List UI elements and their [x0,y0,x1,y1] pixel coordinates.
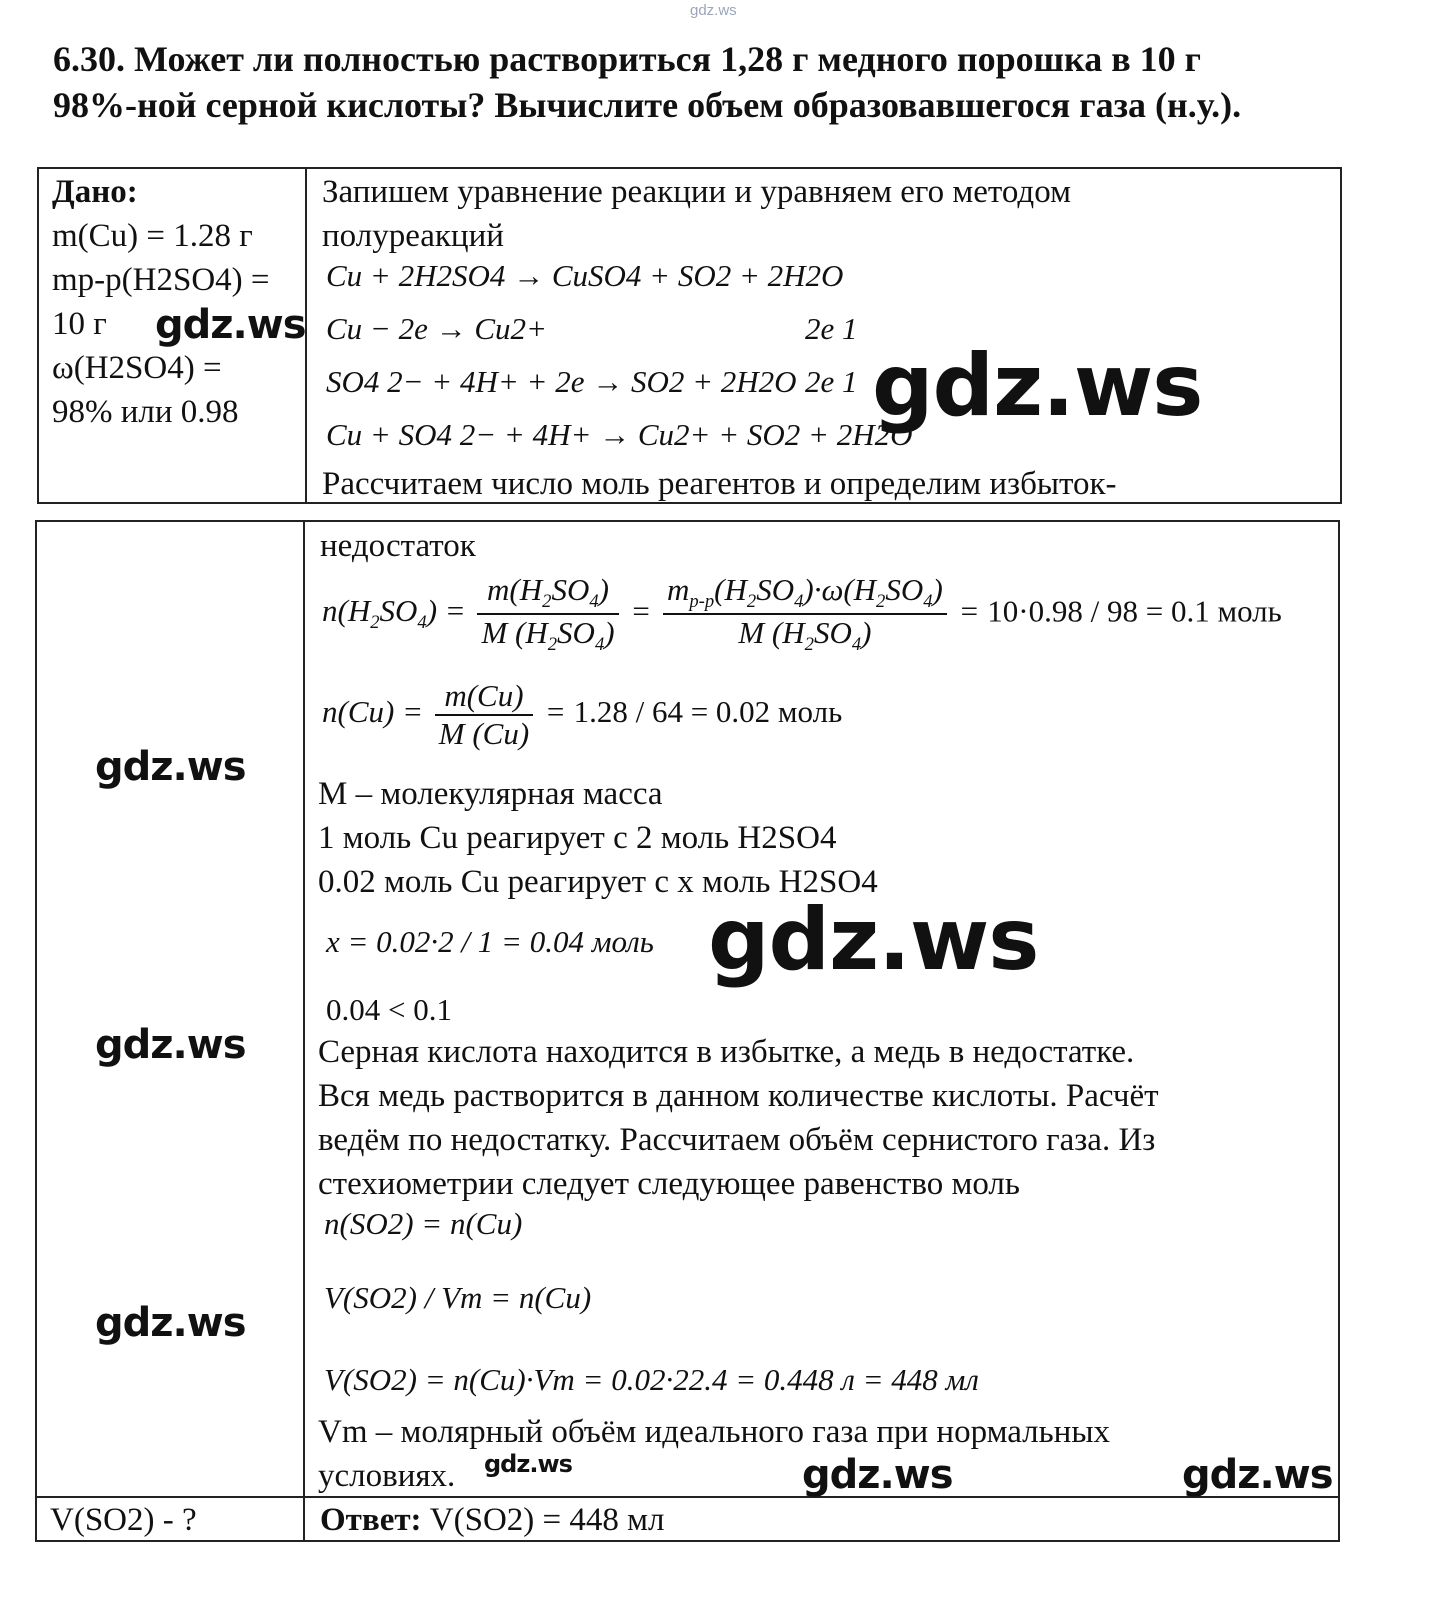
n-cu-formula: n(Cu) = $\frac{m(Cu)}{M (Cu)}$ = 1.28 / 64 = 0.02 моль [322,678,843,751]
n-cu-result: 1.28 / 64 = 0.02 моль [573,694,843,730]
half-reaction-1: Cu − 2e → Cu2+ [326,311,547,346]
given-mass-solution: mр-р(H2SO4) = [52,262,270,298]
n-h2so4-formula: $n(H_2SO_4)$ = $\frac{m(H_2SO_4)}{M (H_2SO_4)}$ = $\frac{m_{р-р}(H_2SO_4)\cdot\omega(H_2SO_4)}{M (H_2SO_4)}$ = 10·0.98 / 98 = 0.1 моль [322,572,1282,656]
vm-definition-line-1: Vm – молярный объём идеального газа при нормальных [318,1414,1111,1450]
equation-main: Cu + 2H2SO4 → CuSO4 + SO2 + 2H2O [326,258,844,293]
given-omega: ω(H2SO4) = [52,350,222,386]
vm-definition-line-2: условиях. [318,1458,456,1494]
half-reaction-2: SO4 2− + 4H+ + 2e → SO2 + 2H2O [326,364,797,399]
watermark: gdz.ws [95,744,246,790]
given-find: V(SO2) - ? [50,1502,197,1538]
calc-intro-2: недостаток [320,528,476,564]
m-definition: M – молекулярная масса [318,776,663,812]
answer-label: Ответ: [320,1502,422,1538]
watermark: gdz.ws [95,1022,246,1068]
conclusion-line-3: ведём по недостатку. Рассчитаем объём сернистого газа. Из [318,1122,1156,1158]
given-mass-solution-value: 10 г [52,306,107,342]
half-reaction-2-electrons: 2e 1 [805,364,858,399]
table-bottom-divider [303,520,305,1542]
problem-statement [53,36,1353,128]
conclusion-line-1: Серная кислота находится в избытке, а медь в недостатке. [318,1034,1135,1070]
conclusion-line-4: стехиометрии следует следующее равенство моль [318,1166,1020,1202]
calc-intro-1: Рассчитаем число моль реагентов и определим избыток- [322,466,1117,502]
equation-v-so2: V(SO2) / Vm = n(Cu) [324,1280,592,1315]
n-h2so4-result: 10·0.98 / 98 = 0.1 моль [987,593,1282,629]
watermark: gdz.ws [872,336,1203,436]
equation-n-so2: n(SO2) = n(Cu) [324,1206,523,1241]
watermark: gdz.ws [484,1450,572,1478]
given-omega-value: 98% или 0.98 [52,394,239,430]
comparison: 0.04 < 0.1 [326,992,452,1027]
watermark: gdz.ws [95,1300,246,1346]
given-heading: Дано: [52,174,138,210]
vm-definition [318,1410,1110,1498]
problem-line-1: 6.30. Может ли полностью раствориться 1,28 г медного порошка в 10 г [53,39,1201,79]
conclusion-line-2: Вся медь растворится в данном количестве кислоты. Расчёт [318,1078,1159,1114]
conclusion [318,1030,1159,1206]
ratio-line-1: 1 моль Cu реагирует с 2 моль H2SO4 [318,820,837,856]
half-reaction-1-electrons: 2e 1 [805,311,858,346]
watermark: gdz.ws [708,890,1039,990]
answer-value: V(SO2) = 448 мл [429,1502,665,1538]
ratio-line-2: 0.02 моль Cu реагирует с x моль H2SO4 [318,864,878,900]
solution-intro [322,170,1071,258]
watermark: gdz.ws [802,1452,953,1498]
top-watermark: gdz.ws [690,2,737,19]
watermark: gdz.ws [155,302,306,348]
problem-line-2: 98%-ной серной кислоты? Вычислите объем образовавшегося газа (н.у.). [53,85,1242,125]
intro-line-1: Запишем уравнение реакции и уравняем его методом [322,174,1071,210]
x-calculation: x = 0.02·2 / 1 = 0.04 моль [326,924,654,959]
given-mass-cu: m(Cu) = 1.28 г [52,218,253,254]
intro-line-2: полуреакций [322,218,504,254]
answer [320,1498,665,1542]
watermark: gdz.ws [1182,1452,1333,1498]
ionic-equation: Cu + SO4 2− + 4H+ → Cu2+ + SO2 + 2H2O [326,417,913,452]
equation-final: V(SO2) = n(Cu)·Vm = 0.02·22.4 = 0.448 л = 448 мл [324,1362,979,1397]
